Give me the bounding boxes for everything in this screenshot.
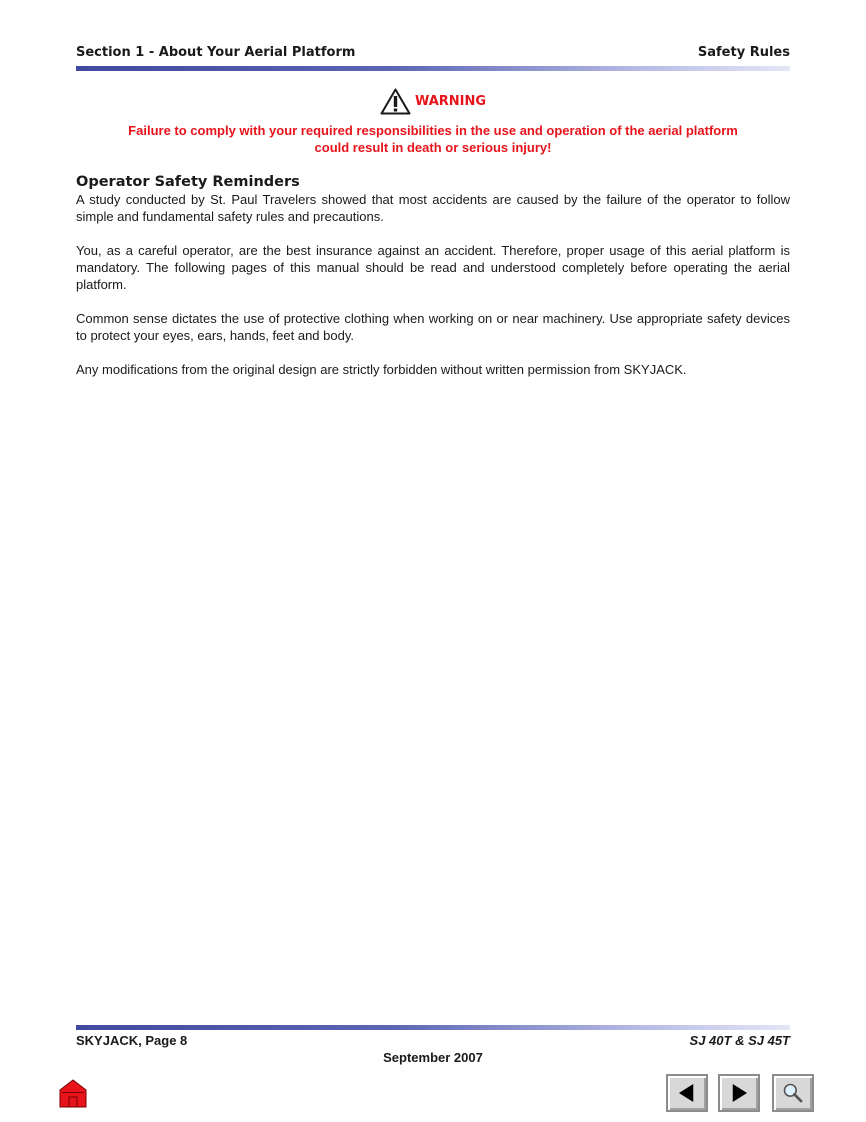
footer-page: SKYJACK, Page 8 [76,1033,188,1048]
section-title: Section 1 - About Your Aerial Platform [76,45,356,60]
header-rule [76,66,790,71]
previous-page-button[interactable] [666,1074,708,1112]
footer-rule [76,1025,790,1030]
search-button[interactable] [772,1074,814,1112]
next-page-button[interactable] [718,1074,760,1112]
footer-models: SJ 40T & SJ 45T [689,1033,790,1048]
paragraph-2: You, as a careful operator, are the best insurance against an accident. Therefore, proper usage of this aerial platform is mandatory. The following pages of this manual should be read and understood completely before operating the aerial platform. [76,243,790,292]
chapter-title: Safety Rules [697,45,790,60]
home-icon [58,1078,88,1108]
footer-date: September 2007 [383,1050,483,1065]
paragraph-1: A study conducted by St. Paul Travelers showed that most accidents are caused by the failure of the operator to follow simple and fundamental safety rules and precautions. [76,192,790,224]
warning-triangle-icon [380,88,411,115]
main-content [76,174,790,395]
paragraph-3: Common sense dictates the use of protective clothing when working on or near machinery. Use appropriate safety devices to protect your eyes, ears, hands, feet and body. [76,311,790,343]
warning-block [76,88,790,156]
section-heading: Operator Safety Reminders [76,174,300,190]
page-header [76,45,790,63]
warning-line-1: Failure to comply with your required responsibilities in the use and operation of the aerial platform [128,123,738,138]
warning-title-row [380,88,486,115]
triangle-right-icon [720,1076,758,1110]
warning-title: WARNING [414,94,487,109]
warning-line-2: could result in death or serious injury! [314,140,552,155]
warning-message [76,122,790,156]
triangle-left-icon [668,1076,706,1110]
paragraph-4: Any modifications from the original design are strictly forbidden without written permission from SKYJACK. [76,362,687,377]
magnifier-icon [774,1076,812,1110]
home-button[interactable] [58,1078,88,1108]
